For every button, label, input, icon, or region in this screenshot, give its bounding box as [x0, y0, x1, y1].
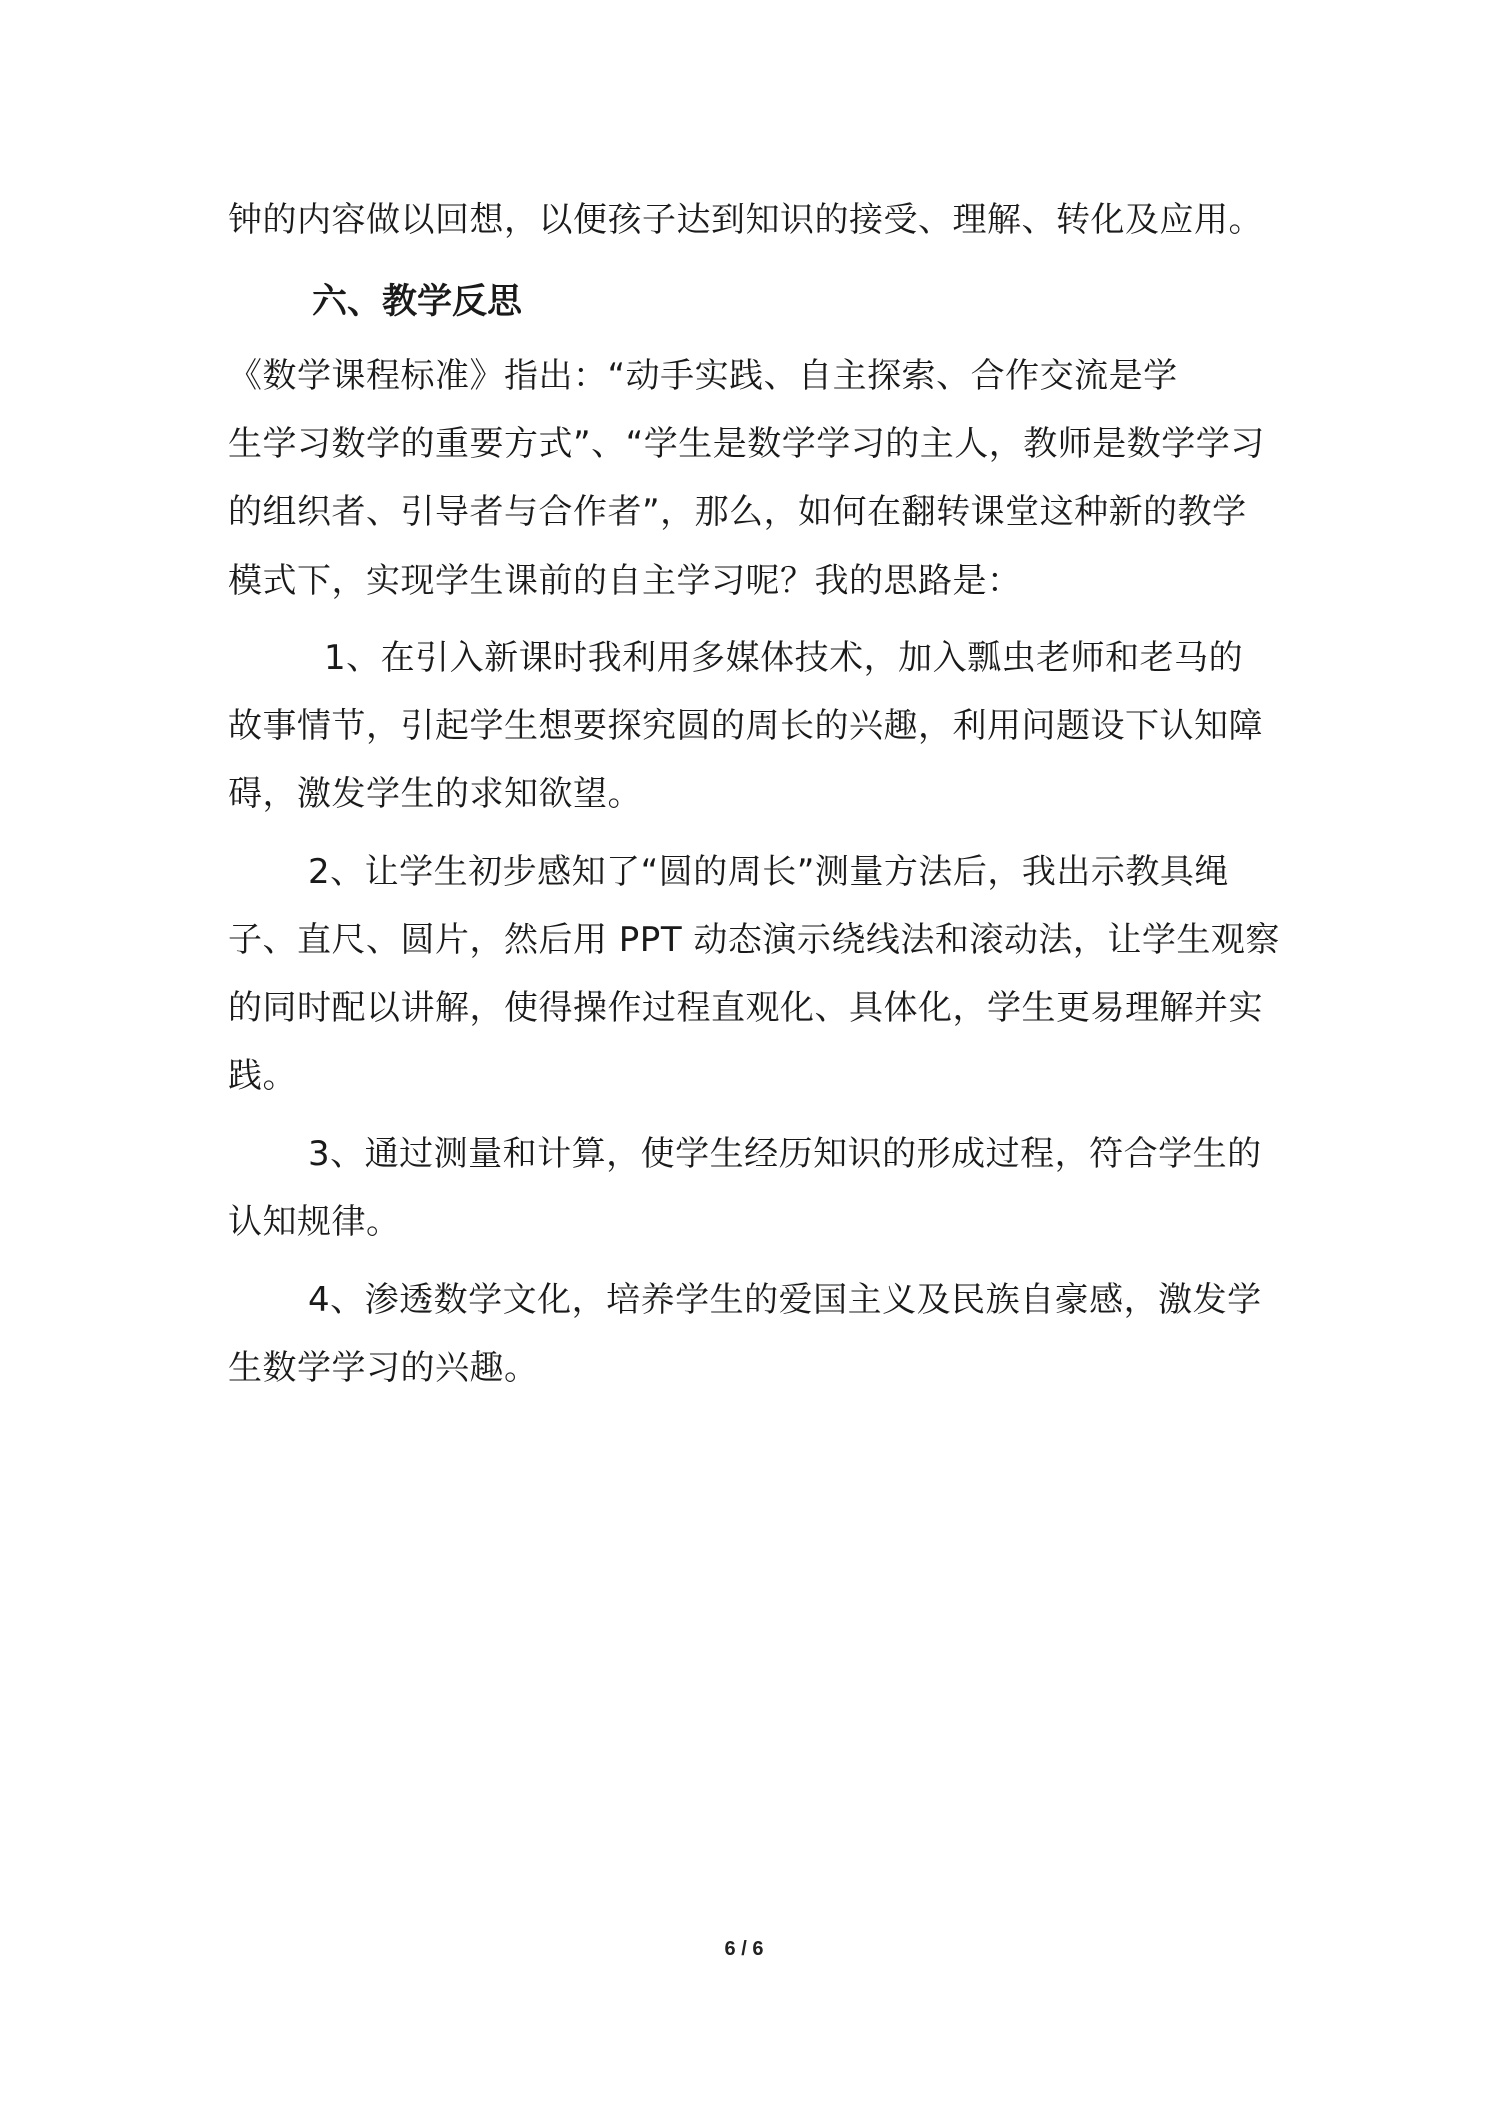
paragraph-line: 认知规律。	[228, 1202, 401, 1242]
paragraph-line: 3、通过测量和计算，使学生经历知识的形成过程，符合学生的	[308, 1134, 1262, 1174]
paragraph-line: 子、直尺、圆片，然后用 PPT 动态演示绕线法和滚动法，让学生观察	[228, 920, 1280, 960]
paragraph-line: 《数学课程标准》指出：“动手实践、自主探索、合作交流是学	[228, 356, 1178, 396]
paragraph-line: 碍，激发学生的求知欲望。	[228, 774, 642, 814]
paragraph-line: 践。	[228, 1056, 297, 1096]
paragraph-line: 故事情节，引起学生想要探究圆的周长的兴趣，利用问题设下认知障	[228, 706, 1263, 746]
paragraph-line: 4、渗透数学文化，培养学生的爱国主义及民族自豪感，激发学	[308, 1280, 1262, 1320]
paragraph-line: 1、在引入新课时我利用多媒体技术，加入瓢虫老师和老马的	[324, 638, 1244, 678]
section-heading: 六、教学反思	[312, 282, 523, 322]
paragraph-line: 生学习数学的重要方式”、“学生是数学学习的主人，教师是数学学习	[228, 424, 1265, 464]
paragraph-line: 生数学学习的兴趣。	[228, 1348, 539, 1388]
paragraph-line: 钟的内容做以回想，以便孩子达到知识的接受、理解、转化及应用。	[228, 200, 1263, 240]
paragraph-line: 2、让学生初步感知了“圆的周长”测量方法后，我出示教具绳	[308, 852, 1229, 892]
paragraph-line: 的同时配以讲解，使得操作过程直观化、具体化，学生更易理解并实	[228, 988, 1263, 1028]
page-number: 6 / 6	[724, 1938, 764, 1960]
paragraph-line: 的组织者、引导者与合作者”，那么，如何在翻转课堂这种新的教学	[228, 492, 1247, 532]
paragraph-line: 模式下，实现学生课前的自主学习呢？我的思路是：	[228, 561, 1022, 601]
